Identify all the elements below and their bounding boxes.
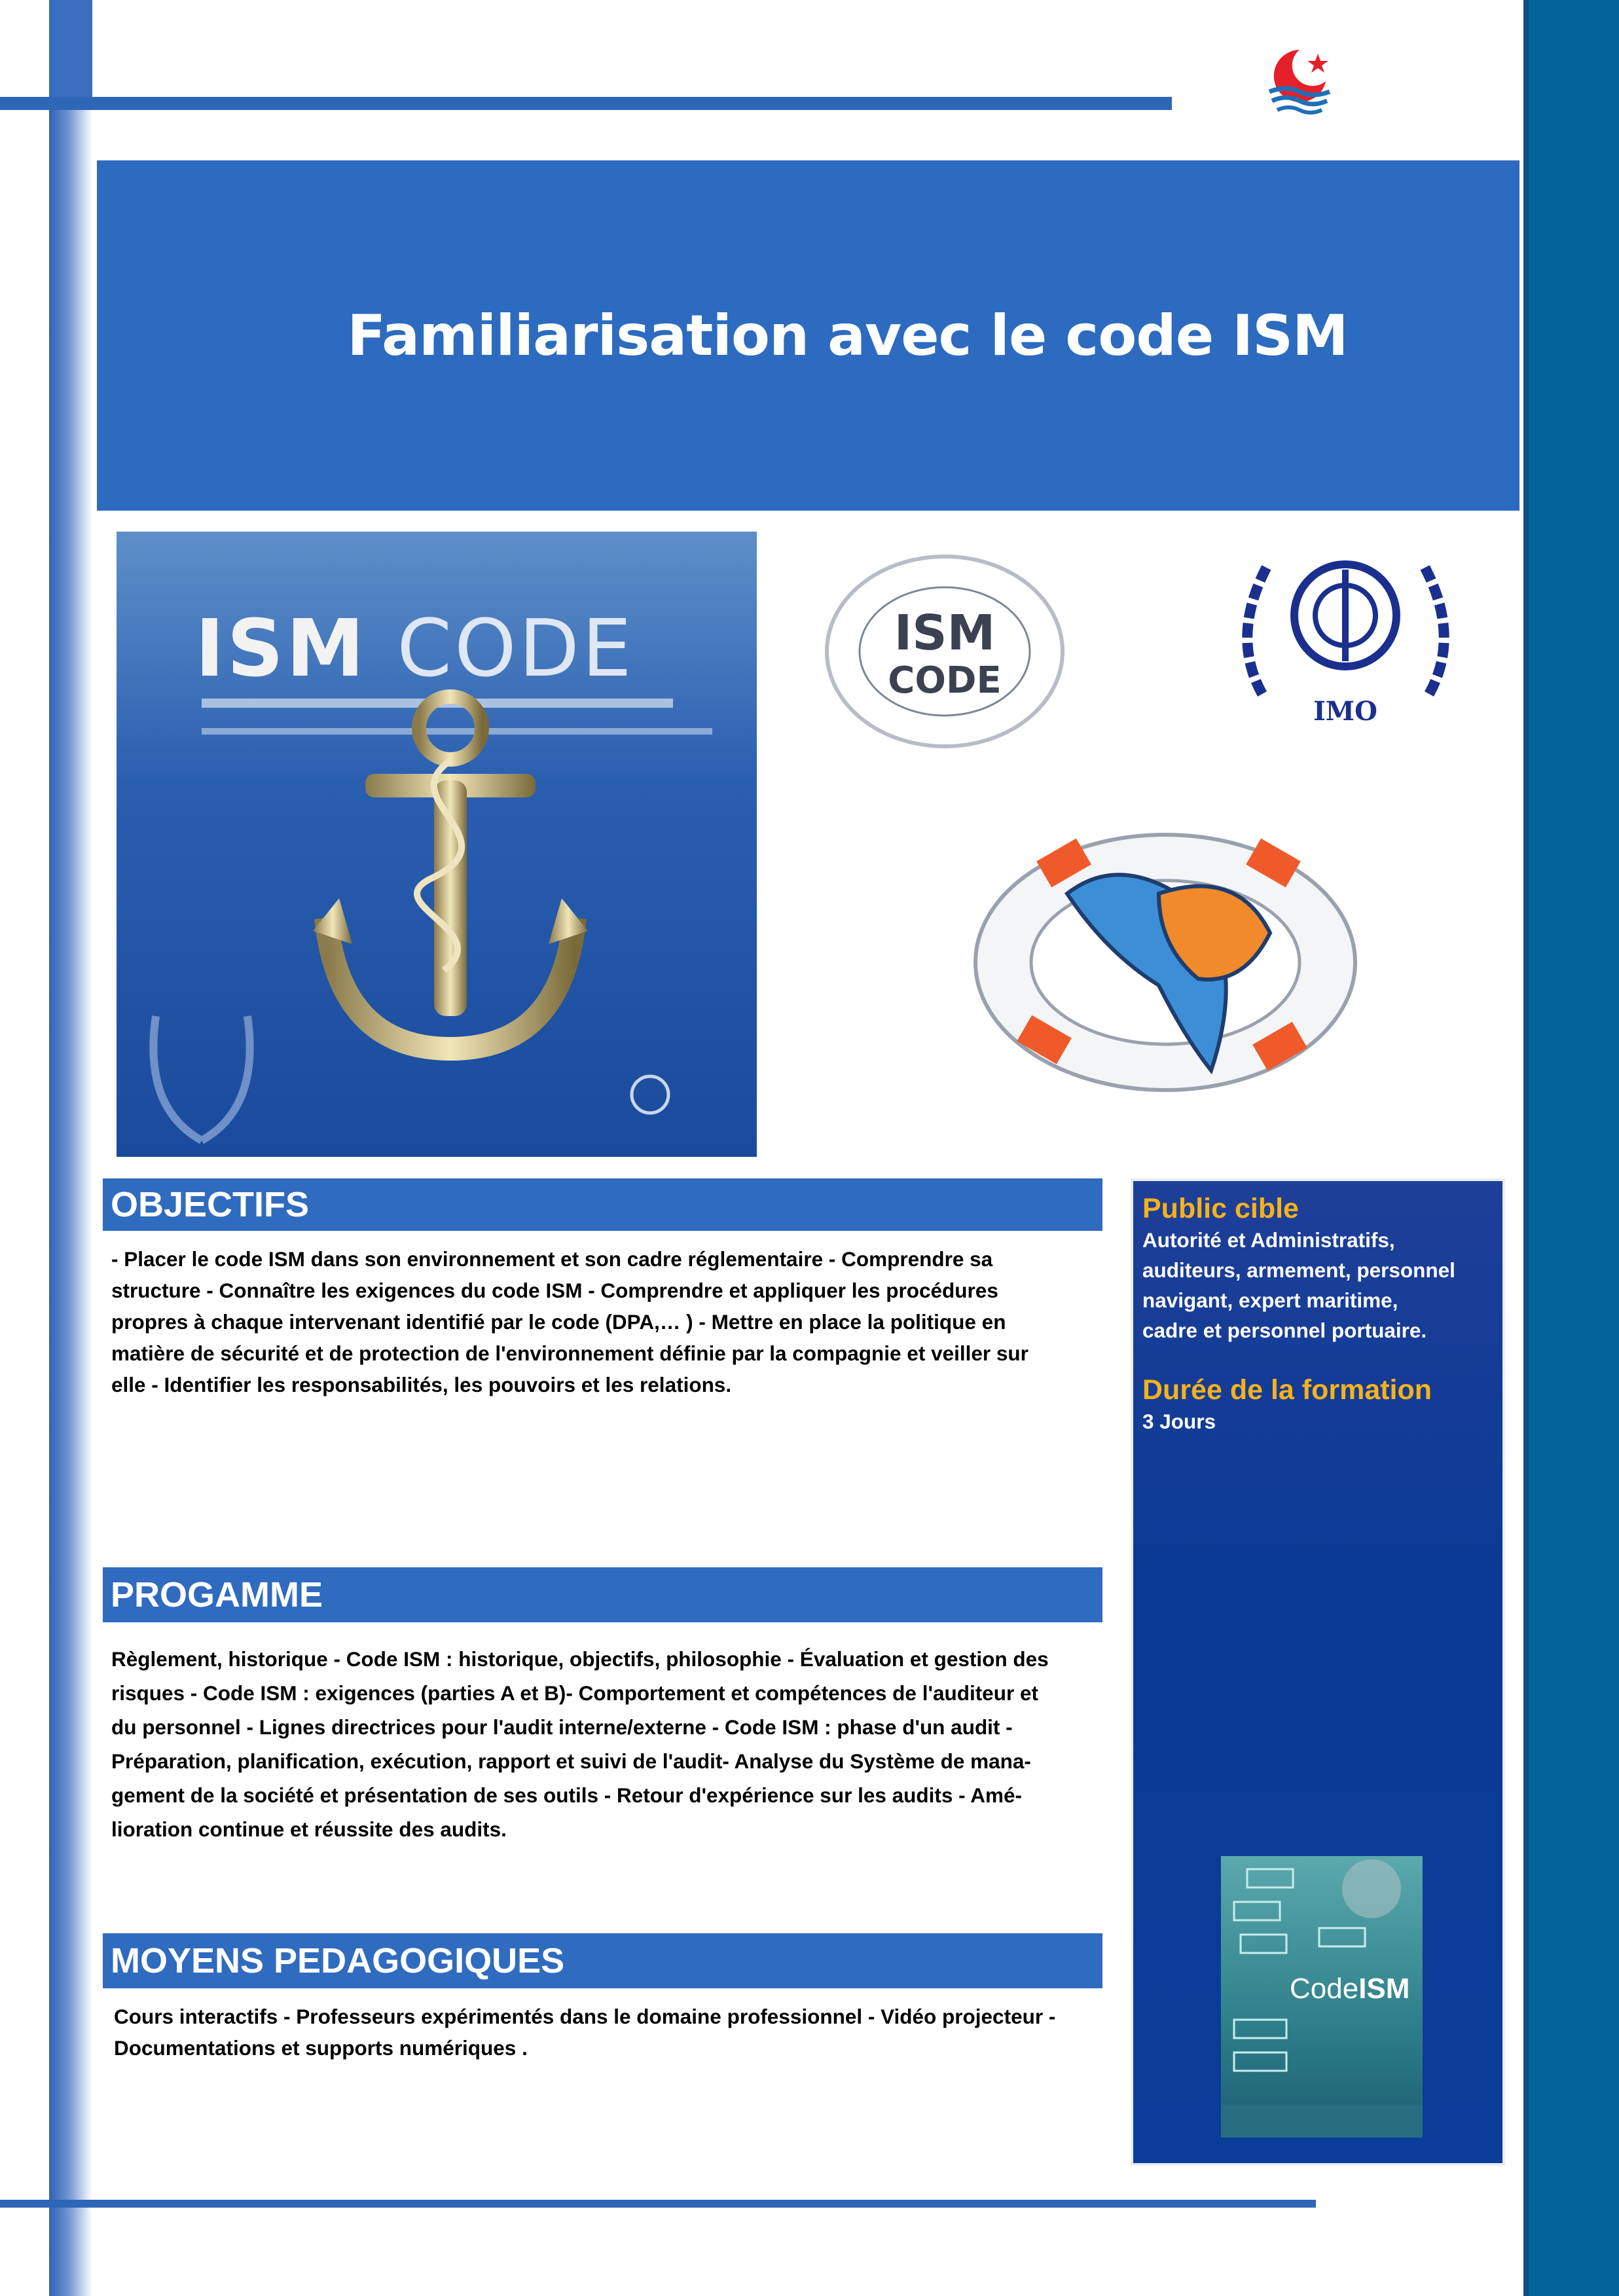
objectifs-text: [111, 1243, 1113, 1400]
laurel-icon: [130, 990, 274, 1147]
cover-title-bold: ISM: [195, 604, 367, 695]
public-cible-line: auditeurs, armement, personnel: [1142, 1258, 1455, 1282]
public-cible-line: Autorité et Administratifs,: [1142, 1228, 1395, 1252]
programme-line: Règlement, historique - Code ISM : historique, objectifs, philosophie - Évaluation et gestion des: [111, 1647, 1049, 1671]
public-cible-heading: Public cible: [1142, 1193, 1299, 1224]
objectifs-line: propres à chaque intervenant identifié par le code (DPA,… ) - Mettre en place la politique en: [111, 1310, 1006, 1334]
objectifs-heading: OBJECTIFS: [111, 1185, 310, 1224]
ism-code-seal-image: [817, 550, 1072, 753]
programme-heading-bar: [103, 1567, 1102, 1622]
left-border-top: [49, 0, 92, 98]
programme-line: lioration continue et réussite des audits.: [111, 1817, 507, 1841]
moyens-heading-bar: [103, 1933, 1102, 1988]
imo-emblem-small-icon: [621, 1068, 680, 1121]
bottom-rule: [0, 2200, 1316, 2208]
programme-text: [111, 1642, 1113, 1846]
moyens-heading: MOYENS PEDAGOGIQUES: [111, 1941, 565, 1980]
anchor-icon: [300, 682, 601, 1075]
code-ism-book-image: [1221, 1856, 1423, 2138]
left-border-gradient: [49, 98, 92, 2296]
programme-heading: PROGAMME: [111, 1575, 323, 1614]
programme-line: risques - Code ISM : exigences (parties A et B)- Comportement et compétences de l'auditeur et: [111, 1681, 1038, 1705]
public-cible-line: cadre et personnel portuaire.: [1142, 1319, 1427, 1342]
seal-text-code: CODE: [888, 659, 1002, 702]
duree-heading: Durée de la formation: [1142, 1374, 1432, 1406]
imo-logo-image: [1223, 543, 1468, 727]
company-logo-icon: [1260, 41, 1339, 122]
objectifs-line: matière de sécurité et de protection de l'environnement définie par la compagnie et veiller sur: [111, 1341, 1028, 1365]
objectifs-heading-bar: [103, 1178, 1102, 1231]
page-title: Familiarisation avec le code ISM: [347, 302, 1348, 369]
objectifs-line: structure - Connaître les exigences du code ISM - Comprendre et appliquer les procédures: [111, 1279, 998, 1302]
public-cible-text: [1142, 1225, 1455, 1345]
imo-text: IMO: [1313, 696, 1377, 727]
top-rule: [0, 97, 1172, 110]
duree-value: 3 Jours: [1142, 1410, 1216, 1433]
moyens-text: [114, 2001, 1116, 2064]
right-border: [1523, 0, 1619, 2296]
programme-line: Préparation, planification, exécution, rapport et suivi de l'audit- Analyse du Système de mana-: [111, 1749, 1031, 1773]
title-banner: [97, 160, 1519, 511]
programme-line: du personnel - Lignes directrices pour l'audit interne/externe - Code ISM : phase d'un audit -: [111, 1715, 1013, 1739]
moyens-line: Documentations et supports numériques .: [114, 2036, 528, 2060]
dolphin-lifebuoy-image: [962, 822, 1368, 1103]
programme-line: gement de la société et présentation de ses outils - Retour d'expérience sur les audits - Amé-: [111, 1783, 1022, 1807]
public-cible-line: navigant, expert maritime,: [1142, 1288, 1398, 1312]
code-ism-title: CodeISM: [1290, 1973, 1410, 2005]
moyens-line: Cours interactifs - Professeurs expérimentés dans le domaine professionnel - Vidéo projecteur -: [114, 2005, 1056, 2028]
cover-title-light: CODE: [397, 604, 634, 695]
ism-code-cover-image: [117, 532, 757, 1157]
objectifs-line: elle - Identifier les responsabilités, les pouvoirs et les relations.: [111, 1373, 732, 1396]
objectifs-line: - Placer le code ISM dans son environnement et son cadre réglementaire - Comprendre sa: [111, 1247, 993, 1271]
seal-text-ism: ISM: [894, 605, 996, 661]
